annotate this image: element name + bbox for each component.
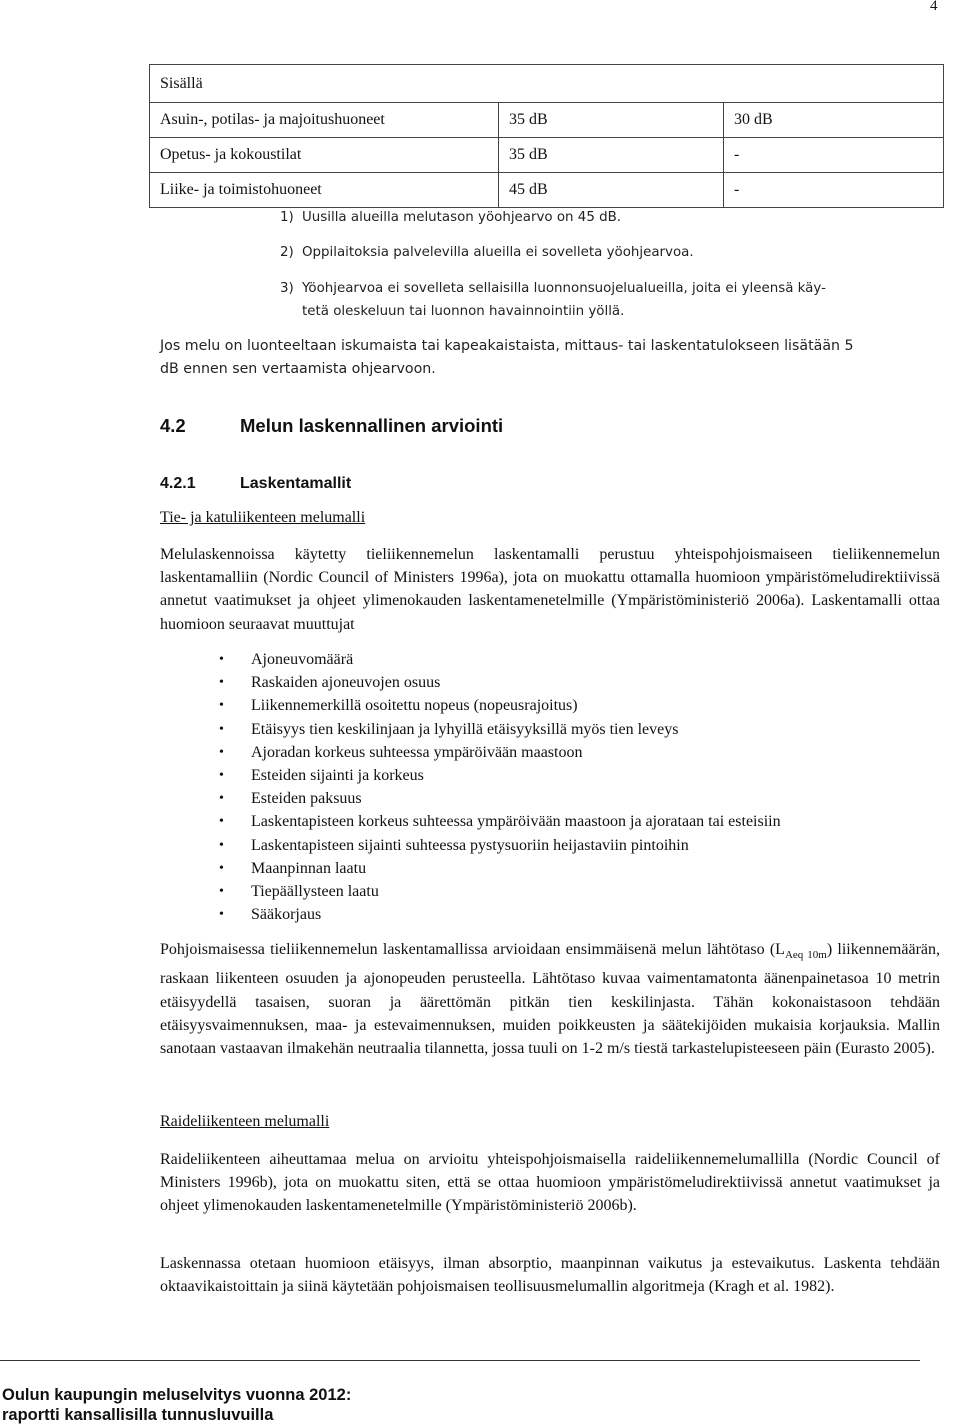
table-header-row (150, 65, 944, 103)
list-item: • Esteiden paksuus (160, 787, 781, 810)
bullet-icon: • (219, 721, 224, 737)
bullet-icon: • (219, 837, 224, 853)
bullet-icon: • (219, 907, 224, 923)
rail-model-paragraph: Raideliikenteen aiheuttamaa melua on arvioitu yhteispohjoismaisella raideliikennemelumallilla (Nordic Council of Ministers 1996b), jota on muokattu siten, että se ottaa huomioon ympäristömeludirektiivissä annetut vaatimukset ja ohjeet ylimenokauden laskentamenetelmille (Ympäristöministeriö 2006b). (160, 1151, 940, 1215)
table-note-1: 1) Uusilla alueilla melutason yöohjearvo on 45 dB. (280, 210, 622, 225)
list-item: • Ajoradan korkeus suhteessa ympäröivään maastoon (160, 741, 781, 764)
table-row (150, 173, 944, 208)
variable-list (160, 648, 781, 926)
table-cell-night: 30 dB (724, 103, 944, 138)
table-note-2: 2) Oppilaitoksia palvelevilla alueilla ei sovelleta yöohjearvoa. (280, 245, 694, 260)
list-item: • Sääkorjaus (160, 903, 781, 926)
bullet-icon: • (219, 814, 224, 830)
list-item: • Maanpinnan laatu (160, 857, 781, 880)
list-item: • Esteiden sijainti ja korkeus (160, 764, 781, 787)
table-row (150, 138, 944, 173)
list-item: • Laskentapisteen korkeus suhteessa ympäröivään maastoon ja ajorataan tai esteisiin (160, 810, 781, 833)
list-item: • Ajoneuvomäärä (160, 648, 781, 671)
table-cell-day: 35 dB (499, 103, 724, 138)
table-note-3: 3) Yöohjearvoa ei sovelleta sellaisilla luonnonsuojelualueilla, joita ei yleensä käy- tetä oleskeluun tai luonnon havainnointiin yöllä. (280, 281, 826, 319)
table-cell-day: 35 dB (499, 138, 724, 173)
page-number: 4 (930, 0, 938, 14)
subsection-heading: 4.2.1 Laskentamallit (160, 475, 352, 492)
section-heading: 4.2 Melun laskennallinen arviointi (160, 415, 504, 436)
table-cell-space: Liike- ja toimistohuoneet (150, 173, 499, 208)
table-cell-night: - (724, 138, 944, 173)
bullet-icon: • (219, 791, 224, 807)
bullet-icon: • (219, 767, 224, 783)
footer-divider (0, 1360, 920, 1361)
bullet-icon: • (219, 860, 224, 876)
table-cell-space: Asuin-, potilas- ja majoitushuoneet (150, 103, 499, 138)
bullet-icon: • (219, 652, 224, 667)
table-header-cell: Sisällä (150, 65, 944, 103)
list-item: • Liikennemerkillä osoitettu nopeus (nopeusrajoitus) (160, 694, 781, 717)
list-item: • Etäisyys tien keskilinjaan ja lyhyillä etäisyyksillä myös tien leveys (160, 718, 781, 741)
noise-level-table (149, 64, 944, 208)
footer: Oulun kaupungin meluselvitys vuonna 2012: raportti kansallisilla tunnusluvuilla (2, 1386, 352, 1424)
list-item: • Tiepäällysteen laatu (160, 880, 781, 903)
table-cell-day: 45 dB (499, 173, 724, 208)
rail-calculation-paragraph: Laskennassa otetaan huomioon etäisyys, ilman absorptio, maanpinnan vaikutus ja estevaikutus. Laskenta tehdään oktaavikaistoittain ja siinä käytetään pohjoismaisen teollisuusmelumallin algoritmeja (Kragh et al. 1982). (160, 1255, 940, 1296)
road-model-heading: Tie- ja katuliikenteen melumalli (160, 509, 366, 526)
list-item: • Laskentapisteen sijainti suhteessa pystysuoriin heijastaviin pintoihin (160, 834, 781, 857)
bullet-icon: • (219, 698, 224, 714)
road-model-paragraph: Melulaskennoissa käytetty tieliikennemelun laskentamalli perustuu yhteispohjoismaiseen tieliikennemelun laskentamalliin (Nordic Council of Ministers 1996a), jota on muokattu ottamalla huomioon ympäristömeludirektiivissä annetut vaatimukset ja ohjeet ylimenokauden laskentamenetelmille (Ympäristöministeriö 2006a). Laskentamalli ottaa huomioon seuraavat muuttujat (160, 546, 940, 633)
table-cell-night: - (724, 173, 944, 208)
bullet-icon: • (219, 675, 224, 691)
table-row (150, 103, 944, 138)
road-model-details-paragraph: Pohjoismaisessa tieliikennemelun laskentamallissa arvioidaan ensimmäisenä melun lähtötaso $(L_{Aeq 10m})$ liikennemäärän, raskaan liikenteen osuuden ja ajonopeuden perusteella. Lähtötaso kuvaa vaimentamatonta äänenpainetasoa 10 metrin etäisyydellä tasaisen, suoran ja äärettömän pitkän tien keskilinjasta. Tähän kokonaistasoon tehdään etäisyysvaimennuksen, maa- ja estevaimennuksen, muiden poikkeusten ja säätekijöiden mukaisia korjauksia. Mallin sanotaan vastaavan ilmakehän neutraalia tilannetta, jossa tuuli on 1-2 m/s tiestä tarkastelupisteeseen päin (Eurasto 2005). (160, 941, 940, 1057)
impulse-noise-paragraph: Jos melu on luonteeltaan iskumaista tai kapeakaistaista, mittaus- tai laskentatulokseen lisätään 5 dB ennen sen vertaamista ohjearvoon. (160, 338, 854, 377)
bullet-icon: • (219, 744, 224, 760)
rail-model-heading: Raideliikenteen melumalli (160, 1113, 330, 1130)
bullet-icon: • (219, 883, 224, 899)
table-cell-space: Opetus- ja kokoustilat (150, 138, 499, 173)
list-item: • Raskaiden ajoneuvojen osuus (160, 671, 781, 694)
